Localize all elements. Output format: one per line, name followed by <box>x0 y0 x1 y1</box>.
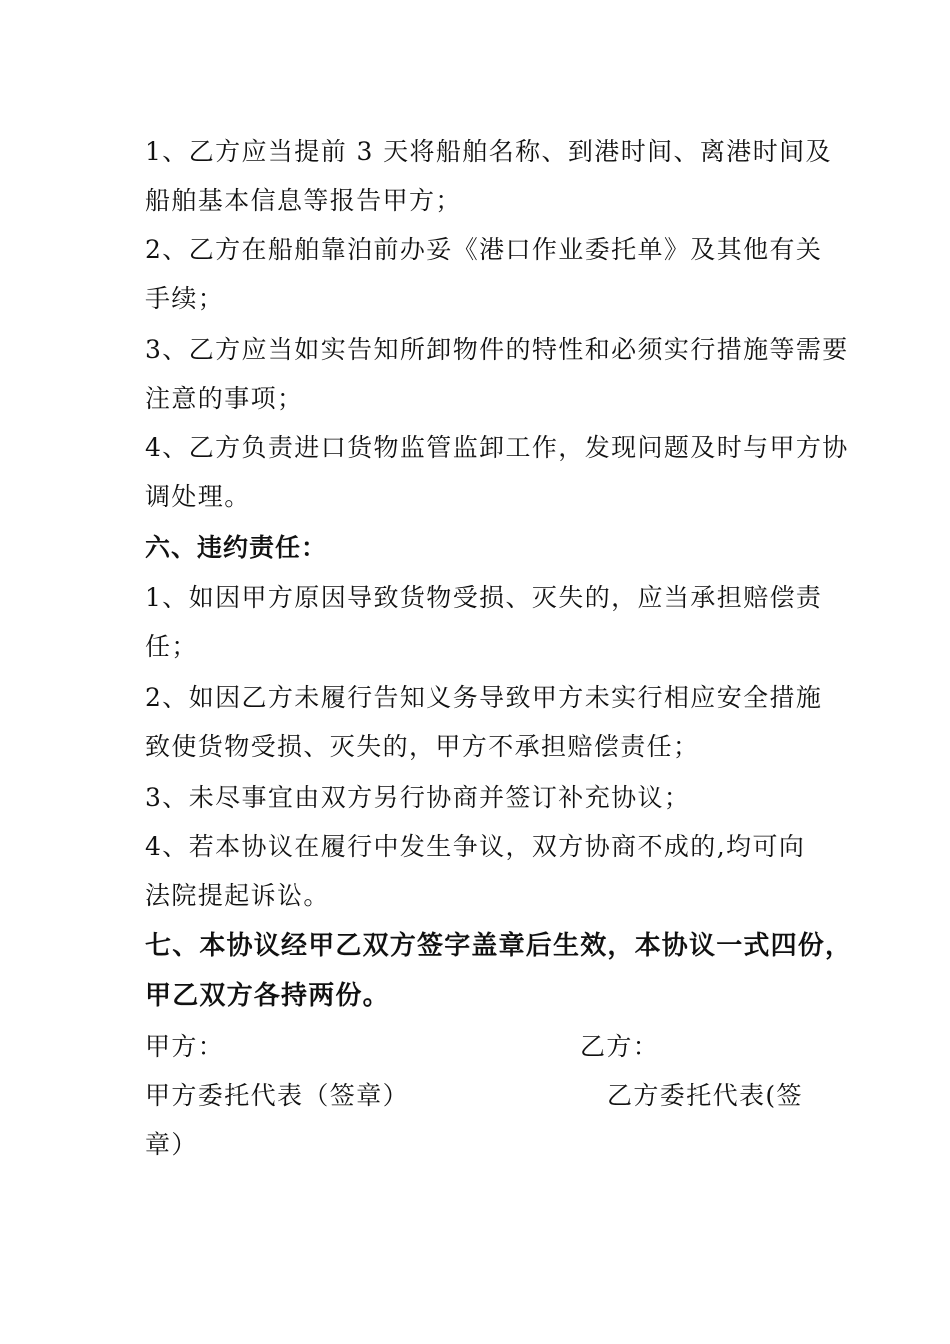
s6-item3-line1: 3、未尽事宜由双方另行协商并签订补充协议； <box>145 783 691 812</box>
party-b-representative-line1: 乙方委托代表(签 <box>607 1081 803 1110</box>
section-six-heading: 六、违约责任： <box>145 533 328 562</box>
s6-item1-line2: 任； <box>145 632 198 661</box>
s5-item1-line1: 1、乙方应当提前 3 天将船舶名称、到港时间、离港时间及 <box>145 137 832 166</box>
section-seven-line1: 七、本协议经甲乙双方签字盖章后生效，本协议一式四份， <box>145 931 853 961</box>
party-a-representative: 甲方委托代表（签章） <box>145 1081 410 1110</box>
s5-item3-line2: 注意的事项； <box>145 384 304 413</box>
party-a-label: 甲方： <box>145 1032 225 1061</box>
section-seven-line2: 甲乙双方各持两份。 <box>145 981 390 1011</box>
s6-item1-line1: 1、如因甲方原因导致货物受损、灭失的，应当承担赔偿责 <box>145 583 823 612</box>
s5-item4-line1: 4、乙方负责进口货物监管监卸工作，发现问题及时与甲方协 <box>145 433 849 462</box>
s6-item2-line2: 致使货物受损、灭失的，甲方不承担赔偿责任； <box>145 732 700 761</box>
s5-item2-line2: 手续； <box>145 284 225 313</box>
s6-item4-line2: 法院提起诉讼。 <box>145 881 330 910</box>
s6-item2-line1: 2、如因乙方未履行告知义务导致甲方未实行相应安全措施 <box>145 683 823 712</box>
s6-item4-line1: 4、若本协议在履行中发生争议，双方协商不成的,均可向 <box>145 832 806 861</box>
party-b-representative-line2: 章） <box>145 1130 198 1159</box>
party-b-label: 乙方： <box>580 1032 660 1061</box>
s5-item1-line2: 船舶基本信息等报告甲方； <box>145 186 462 215</box>
s5-item4-line2: 调处理。 <box>145 482 251 511</box>
s5-item3-line1: 3、乙方应当如实告知所卸物件的特性和必须实行措施等需要 <box>145 335 849 364</box>
s5-item2-line1: 2、乙方在船舶靠泊前办妥《港口作业委托单》及其他有关 <box>145 235 823 264</box>
